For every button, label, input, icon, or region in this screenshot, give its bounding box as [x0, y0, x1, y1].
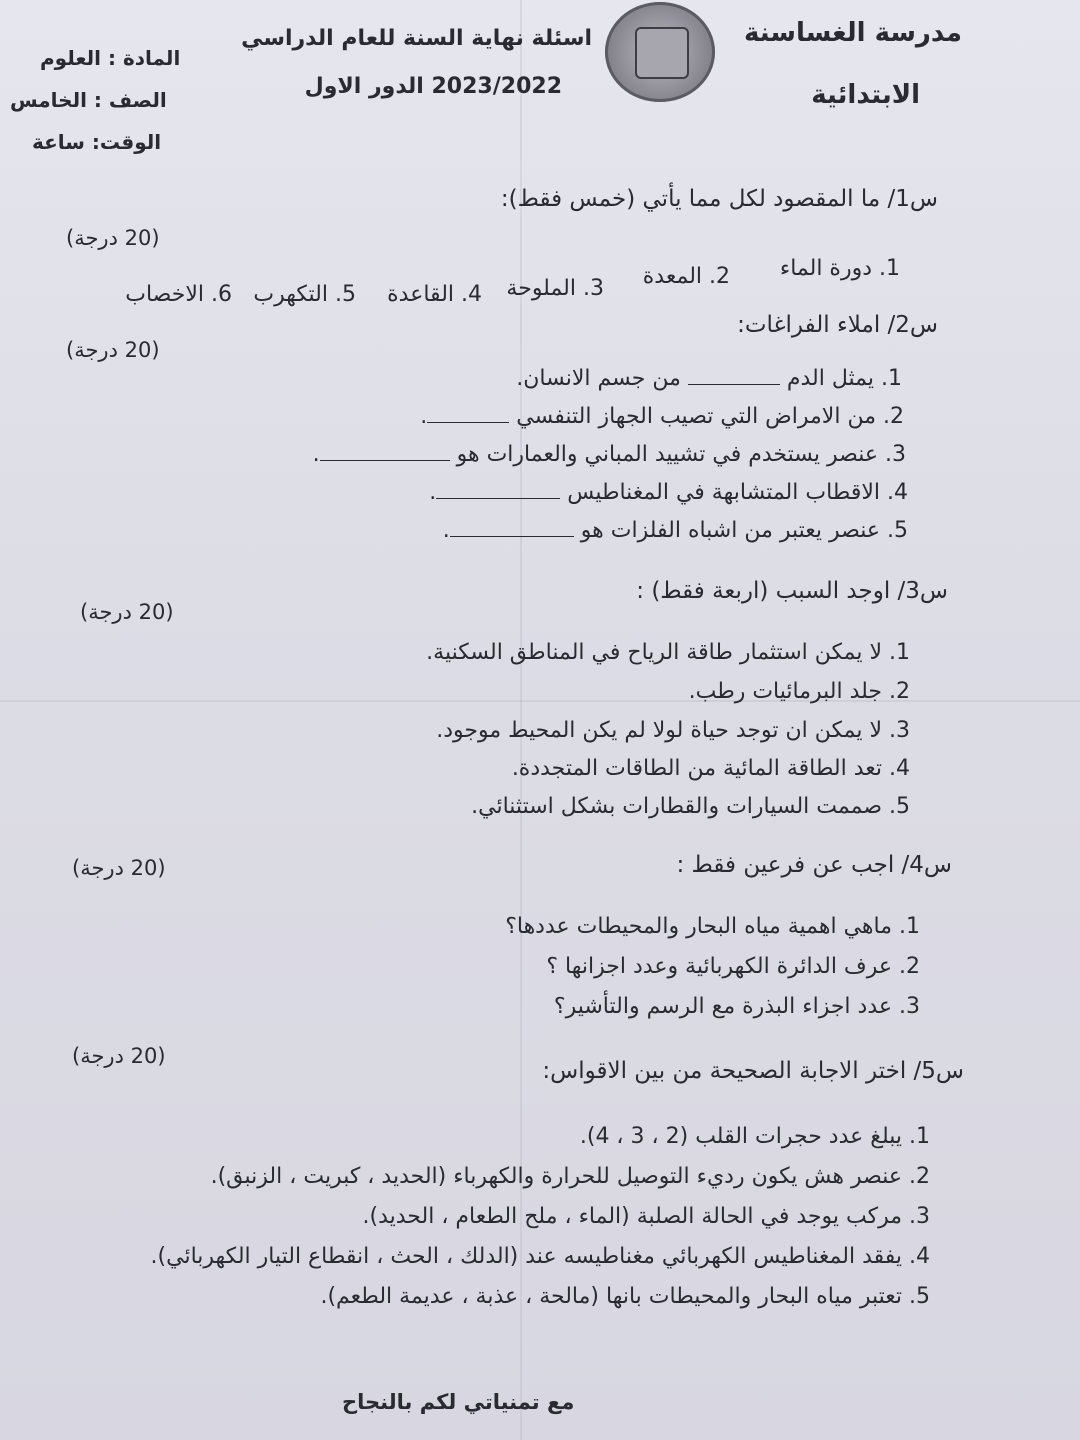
q1-marks: (20 درجة): [66, 226, 160, 250]
grade-label: الصف : الخامس: [10, 88, 167, 112]
q2-item-4-number: 4.: [887, 480, 908, 505]
q2-item-5-blank: [450, 536, 574, 537]
q4-marks: (20 درجة): [72, 856, 166, 880]
q1-item-4: 4. القاعدة: [387, 282, 482, 307]
q1-item-1: 1. دورة الماء: [779, 256, 900, 281]
q2-item-3-blank: [320, 460, 450, 461]
q1-item-3: 3. الملوحة: [506, 276, 604, 301]
q2-item-5-text-end: .: [442, 518, 450, 543]
exam-title: اسئلة نهاية السنة للعام الدراسي: [241, 26, 592, 51]
q4-item-2: 2. عرف الدائرة الكهربائية وعدد اجزانها ؟: [546, 954, 920, 979]
q2-item-4-text-end: .: [429, 480, 437, 505]
q1-title: س1/ ما المقصود لكل مما يأتي (خمس فقط):: [500, 186, 938, 212]
q3-item-5: 5. صممت السيارات والقطارات بشكل استثنائي.: [471, 794, 910, 819]
q3-marks: (20 درجة): [80, 600, 174, 624]
exam-year: 2023/2022 الدور الاول: [304, 74, 562, 99]
q5-item-5: 5. تعتبر مياه البحار والمحيطات بانها (مالحة ، عذبة ، عديمة الطعم).: [320, 1284, 930, 1309]
q2-item-1: [516, 366, 902, 391]
q3-item-3: 3. لا يمكن ان توجد حياة لولا لم يكن المحيط موجود.: [436, 718, 910, 743]
q2-item-2-number: 2.: [883, 404, 904, 429]
q2-item-2: [420, 404, 904, 429]
q2-item-5-text: عنصر يعتبر من اشباه الفلزات هو: [580, 518, 880, 543]
school-name: مدرسة الغساسنة: [744, 18, 962, 48]
q5-title: س5/ اختر الاجابة الصحيحة من بين الاقواس:: [542, 1058, 964, 1084]
q1-item-6: 6. الاخصاب: [125, 282, 232, 307]
q4-item-3: 3. عدد اجزاء البذرة مع الرسم والتأشير؟: [553, 994, 920, 1019]
q2-item-3-text-end: .: [312, 442, 320, 467]
q2-item-1-blank: [688, 384, 780, 385]
q2-item-2-blank: [427, 422, 509, 423]
q2-item-3-number: 3.: [885, 442, 906, 467]
paper-fold-horizontal: [0, 700, 1080, 702]
q2-item-2-text: من الامراض التي تصيب الجهاز التنفسي: [516, 404, 876, 429]
q5-item-3: 3. مركب يوجد في الحالة الصلبة (الماء ، ملح الطعام ، الحديد).: [362, 1204, 930, 1229]
q3-item-4: 4. تعد الطاقة المائية من الطاقات المتجددة.: [511, 756, 910, 781]
q2-title: س2/ املاء الفراغات:: [737, 312, 938, 338]
q1-item-2: 2. المعدة: [642, 264, 730, 289]
q2-item-4-text: الاقطاب المتشابهة في المغناطيس: [567, 480, 880, 505]
q2-item-2-text-end: .: [420, 404, 428, 429]
q5-marks: (20 درجة): [72, 1044, 166, 1068]
q4-item-1: 1. ماهي اهمية مياه البحار والمحيطات عددها؟: [505, 914, 920, 939]
q2-item-1-number: 1.: [881, 366, 902, 391]
time-label: الوقت: ساعة: [32, 130, 162, 154]
q3-item-1: 1. لا يمكن استثمار طاقة الرياح في المناطق السكنية.: [426, 640, 910, 665]
q5-item-4: 4. يفقد المغناطيس الكهربائي مغناطيسه عند (الدلك ، الحث ، انقطاع التيار الكهربائي).: [150, 1244, 930, 1269]
school-type: الابتدائية: [811, 80, 920, 110]
q2-item-1-text: يمثل الدم: [786, 366, 874, 391]
q4-title: س4/ اجب عن فرعين فقط :: [676, 852, 952, 878]
q2-item-5-number: 5.: [887, 518, 908, 543]
q2-item-3-text: عنصر يستخدم في تشييد المباني والعمارات هو: [456, 442, 878, 467]
q2-marks: (20 درجة): [66, 338, 160, 362]
q2-item-4-blank: [436, 498, 560, 499]
q3-item-2: 2. جلد البرمائيات رطب.: [688, 679, 910, 704]
q3-title: س3/ اوجد السبب (اربعة فقط) :: [636, 578, 948, 604]
footer-wish: مع تمنياتي لكم بالنجاح: [342, 1390, 575, 1414]
q2-item-5: [443, 518, 908, 543]
subject-label: المادة : العلوم: [40, 46, 181, 70]
q2-item-3: [313, 442, 906, 467]
school-seal-logo: [605, 2, 715, 102]
q5-item-1: 1. يبلغ عدد حجرات القلب (2 ، 3 ، 4).: [579, 1124, 930, 1149]
q2-item-4: [429, 480, 908, 505]
q2-item-1-text-end: من جسم الانسان.: [516, 366, 681, 391]
q1-item-5: 5. التكهرب: [253, 282, 356, 307]
q5-item-2: 2. عنصر هش يكون رديء التوصيل للحرارة والكهرباء (الحديد ، كبريت ، الزنبق).: [210, 1164, 930, 1189]
seal-emblem-icon: [635, 27, 689, 79]
